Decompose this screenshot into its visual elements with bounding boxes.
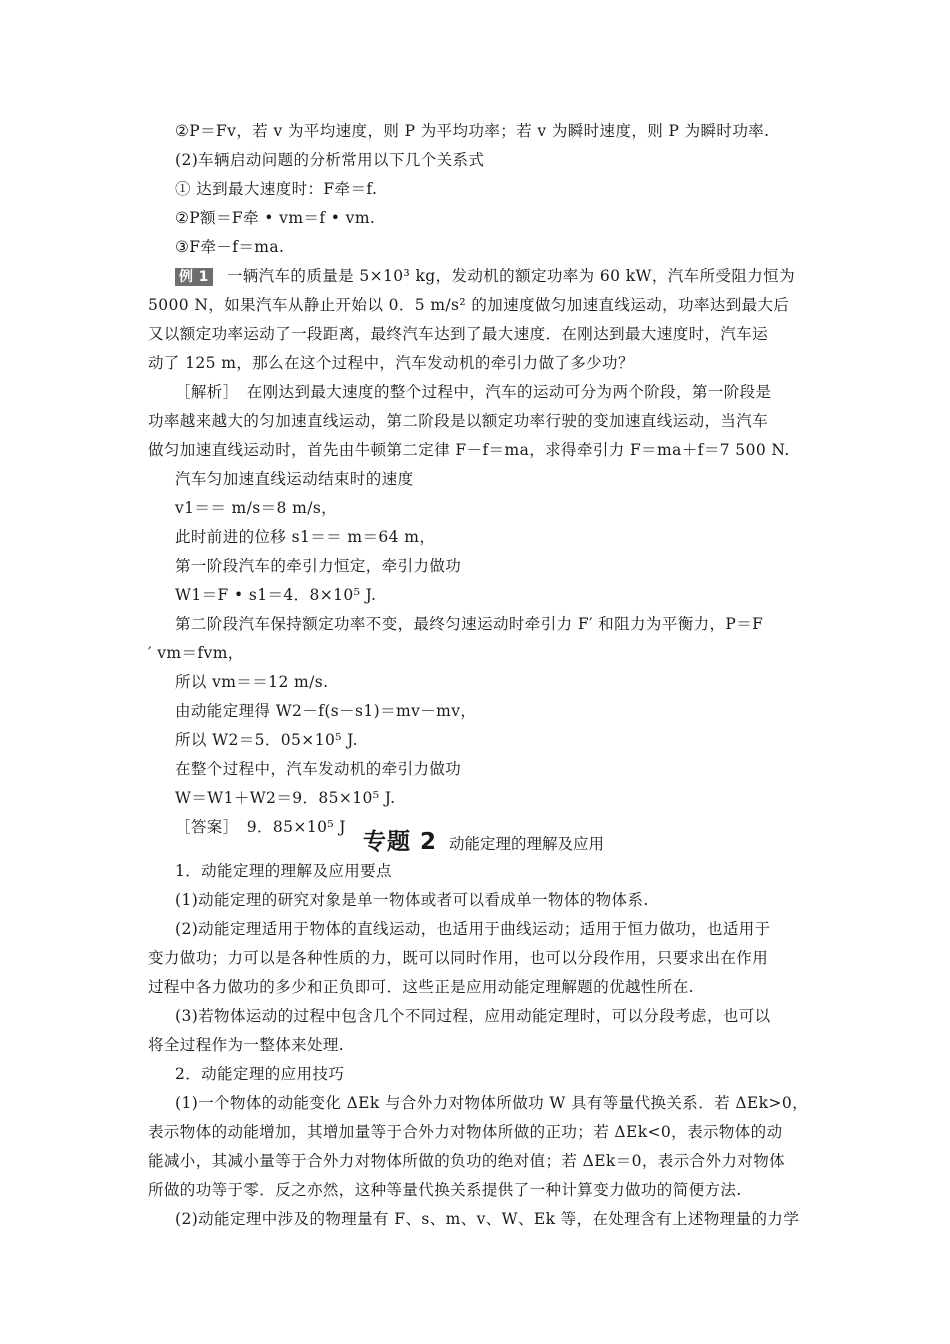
text-line: 又以额定功率运动了一段距离，最终汽车达到了最大速度．在刚达到最大速度时，汽车运 [148,325,769,343]
text-line: 汽车匀加速直线运动结束时的速度 [175,470,414,488]
text-line: 第一阶段汽车的牵引力恒定，牵引力做功 [175,557,462,575]
example-tag: 例 1 [175,268,213,286]
text-line: 1．动能定理的理解及应用要点 [175,862,392,880]
text-line: 能减小，其减小量等于合外力对物体所做的负功的绝对值；若 ΔEk＝0，表示合外力对物体 [148,1152,785,1170]
text-line: (3)若物体运动的过程中包含几个不同过程，应用动能定理时，可以分段考虑，也可以 [175,1007,771,1025]
text-line: 功率越来越大的匀加速直线运动，第二阶段是以额定功率行驶的变加速直线运动，当汽车 [148,412,769,430]
text-line: 在整个过程中，汽车发动机的牵引力做功 [175,760,462,778]
text-line: 表示物体的动能增加，其增加量等于合外力对物体所做的正功；若 ΔEk<0，表示物体的动 [148,1123,783,1141]
text-line: ③F牵－f＝ma. [175,238,285,256]
text-line: 此时前进的位移 s1＝＝ m＝64 m， [175,528,436,546]
text-line: 所以 vm＝＝12 m/s. [175,673,329,691]
text-line: 所做的功等于零．反之亦然，这种等量代换关系提供了一种计算变力做功的简便方法. [148,1181,742,1199]
section-heading-title: 专题 2 [363,829,438,855]
text-line: W1＝F • s1＝4．8×10⁵ J. [175,586,377,604]
example-text: 一辆汽车的质量是 5×10³ kg，发动机的额定功率为 60 kW，汽车所受阻力恒为 [226,267,795,285]
text-line: (2)车辆启动问题的分析常用以下几个关系式 [175,151,485,169]
text-line: ′ vm＝fvm， [148,644,244,662]
text-line: (1)动能定理的研究对象是单一物体或者可以看成单一物体的物体系. [175,891,649,909]
text-line: 第二阶段汽车保持额定功率不变，最终匀速运动时牵引力 F′ 和阻力为平衡力，P＝F [175,615,764,633]
text-line: 5000 N，如果汽车从静止开始以 0．5 m/s² 的加速度做匀加速直线运动，功率达到最大后 [148,296,790,314]
text-line: 变力做功；力可以是各种性质的力，既可以同时作用，也可以分段作用，只要求出在作用 [148,949,769,967]
text-line: ［答案］ 9．85×10⁵ J [175,818,346,836]
text-line: 动了 125 m，那么在这个过程中，汽车发动机的牵引力做了多少功？ [148,354,634,372]
text-line: ②P额＝F牵 • vm＝f • vm. [175,209,376,227]
section-heading-subtitle: 动能定理的理解及应用 [449,835,605,853]
text-line: (1)一个物体的动能变化 ΔEk 与合外力对物体所做功 W 具有等量代换关系．若 ΔEk>0， [175,1094,808,1112]
text-line: (2)动能定理适用于物体的直线运动，也适用于曲线运动；适用于恒力做功，也适用于 [175,920,771,938]
text-line: ［解析］ 在刚达到最大速度的整个过程中，汽车的运动可分为两个阶段，第一阶段是 [175,383,772,401]
text-line: (2)动能定理中涉及的物理量有 F、s、m、v、W、Ek 等，在处理含有上述物理量的力学 [175,1210,800,1228]
text-line: v1＝＝ m/s＝8 m/s， [175,499,338,517]
text-line: 做匀加速直线运动时，首先由牛顿第二定律 F－f＝ma，求得牵引力 F＝ma＋f＝7 500 N. [148,441,790,459]
text-line: 过程中各力做功的多少和正负即可．这些正是应用动能定理解题的优越性所在. [148,978,694,996]
section-heading [363,823,604,856]
text-line: 所以 W2＝5．05×10⁵ J. [175,731,358,749]
text-line: W＝W1＋W2＝9．85×10⁵ J. [175,789,396,807]
text-line: 由动能定理得 W2－f(s－s1)＝mv－mv， [175,702,477,720]
text-line: 将全过程作为一整体来处理. [148,1036,345,1054]
text-line: ②P＝Fv，若 v 为平均速度，则 P 为平均功率；若 v 为瞬时速度，则 P 为瞬时功率. [175,122,770,140]
example-line [175,266,835,286]
text-line: ① 达到最大速度时：F牵＝f. [175,180,378,198]
text-line: 2．动能定理的应用技巧 [175,1065,345,1083]
